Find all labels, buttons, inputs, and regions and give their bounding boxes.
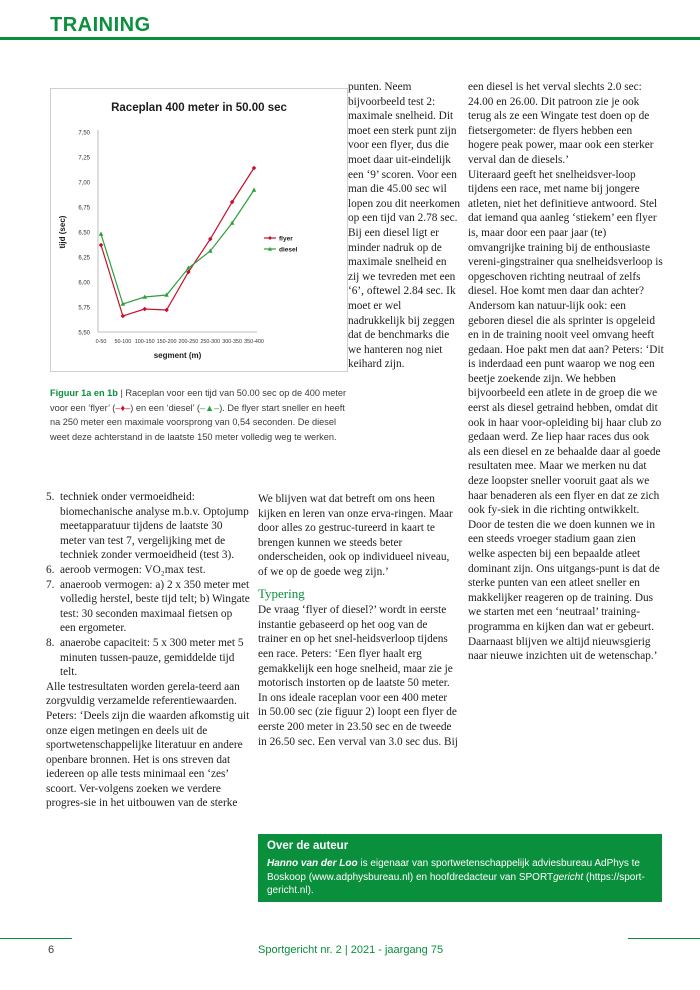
y-tick-label: 5,50 bbox=[78, 330, 90, 337]
test-list bbox=[46, 490, 250, 680]
data-point-diesel bbox=[252, 188, 257, 192]
footer-publication: Sportgericht nr. 2 | 2021 - jaargang 75 bbox=[258, 944, 444, 956]
x-tick-label: 0-50 bbox=[95, 339, 107, 345]
caption-text-3: ). De flyer start sneller en heeft na 250 meter een maximale voorsprong van 0,54 seconden. De diesel weet deze achterstand in de laatste 150 meter volledig weg te werken. bbox=[50, 402, 345, 442]
list-text: anaerobe capaciteit: 5 x 300 meter met 5 minuten tussen-pauze, gemiddelde tijd telt. bbox=[60, 636, 244, 679]
y-tick-label: 7,00 bbox=[78, 180, 90, 187]
list-text: techniek onder vermoeidheid: biomechanische analyse m.b.v. Optojump meetapparatuur tijdens de laatste 30 meter van test 7, vergelijking met de techniek zonder vermoeidheid (test 3). bbox=[60, 491, 249, 562]
list-number: 5. bbox=[46, 491, 55, 503]
list-number: 6. bbox=[46, 563, 55, 576]
x-tick-label: 250-300 bbox=[200, 339, 221, 345]
x-tick-label: 200-250 bbox=[178, 339, 199, 345]
author-text-2: (https://sport-gericht.nl). bbox=[267, 871, 645, 897]
paragraph: We blijven wat dat betreft om ons heen kijken en leren van onze erva-ringen. Maar door alles zo gestruc-tureerd in kaart te brengen kunnen we steeds beter onderscheiden, ook op individueel niveau, of we op de goede weg zijn.’ bbox=[258, 493, 453, 578]
author-box-text bbox=[267, 857, 657, 898]
caption-text-2: ) en een ‘diesel’ ( bbox=[130, 402, 200, 413]
caption-figure-label: Figuur 1a en 1b bbox=[50, 388, 118, 398]
y-axis-label: tijd (sec) bbox=[58, 215, 67, 249]
footer-rule-left bbox=[0, 938, 72, 939]
figure-caption bbox=[50, 386, 350, 444]
paragraph: Alle testresultaten worden gerela-teerd aan zorgvuldig verzamelde referentiewaarden. Peters: ‘Deels zijn die waarden afkomstig uit onze eigen metingen en deels uit de sportwetenschappelijke literatuur en andere openbare bronnen. Het is ons streven dat iedereen op alle tests minimaal een ‘zes’ scoort. Ver-volgens zoeken we verdere progres-sie in het uitbouwen van de sterke bbox=[46, 680, 250, 810]
caption-flyer-symbol: –♦– bbox=[115, 402, 131, 413]
x-tick-label: 350-400 bbox=[244, 339, 264, 345]
x-tick-label: 150-200 bbox=[156, 339, 177, 345]
author-box bbox=[258, 834, 662, 902]
x-tick-label: 100-150 bbox=[134, 339, 155, 345]
header-rule bbox=[0, 37, 700, 40]
list-item bbox=[46, 636, 250, 680]
series-line-flyer bbox=[101, 168, 254, 316]
caption-diesel-symbol: –▲– bbox=[199, 402, 220, 413]
y-tick-label: 7,50 bbox=[78, 130, 90, 137]
author-name: Hanno van der Loo bbox=[267, 858, 358, 869]
x-tick-label: 50-100 bbox=[114, 339, 132, 345]
column-b-top bbox=[348, 80, 460, 372]
y-tick-label: 6,25 bbox=[78, 255, 90, 262]
chart-title: Raceplan 400 meter in 50.00 sec bbox=[111, 102, 287, 114]
author-text-italic: gericht bbox=[553, 871, 584, 883]
legend-label: diesel bbox=[279, 246, 298, 254]
legend-label: flyer bbox=[279, 235, 293, 243]
paragraph: De vraag ‘flyer of diesel?’ wordt in eerste instantie gebaseerd op het oog van de trainer en op het snel-heidsverloop tijdens een race. Peters: ‘Een flyer haalt erg gemakkelijk een hoge snelheid, maar zie je motorisch instorten op de laatste 50 meter. bbox=[258, 604, 453, 690]
paragraph: Uiteraard geeft het snelheidsver-loop tijdens een race, met name bij jongere atleten, niet het definitieve antwoord. Stel dat iemand qua aanleg ‘stiekem’ een flyer is, maar door een paar jaar (te) omvangrijke training bij de enthousiaste vereni-gingstrainer qua snelheidsverloop is opgeschoven richting neutraal of zelfs diesel. Hoe komt men daar dan achter? Andersom kan natuur-lijk ook: een geboren diesel die als sprinter is opgeleid en in de training nooit veel omvang heeft gedaan. Hoe pakt men dat aan? Peters: ‘Dit is inderdaad een punt waarop we nog een beetje zoekende zijn. We hebben bijvoorbeeld een atlete in de groep die we eerst als diesel getraind hebben, omdat dit ook in haar voor-opleiding bij haar club zo gedaan werd. Ze liep haar races dus ook als een diesel en ze behaalde daar al goede resultaten mee. Maar we merken nu dat deze loopster sneller vooruit gaat als we haar benaderen als een flyer en dat ze zich ook fy-siek in die richting ontwikkelt. Door de testen die we doen kunnen we in een steeds vroeger stadium gaan zien welke aspecten bij een bepaalde atleet dominant zijn. Ons uitgangs-punt is dat de sterke punten van een atleet sneller en makkelijker reageren op de training. Dus we starten met een ‘neutraal’ training-programma en kijken dan wat er gebeurt. Daarnaast blijven we altijd nieuwsgierig naar nieuwe inzichten uit de wetenschap.’ bbox=[468, 168, 664, 663]
header-bar bbox=[0, 0, 700, 38]
list-text: aeroob vermogen: VO₂max test. bbox=[60, 563, 206, 576]
paragraph: punten. Neem bijvoorbeeld test 2: maximale snelheid. Dit moet een sterk punt zijn voor een flyer, dus die moet daar uit-eindelijk een ‘9’ scoren. Voor een man die 45.00 sec wil lopen zou dit neerkomen op een tijd van 2.78 sec. Bij een diesel ligt er minder nadruk op de maximale snelheid en zij we tevreden met een ‘6’, oftewel 2.84 sec. Ik moet er wel nadrukkelijk bij zeggen dat de benchmarks die we hanteren nog niet keihard zijn. bbox=[348, 81, 460, 371]
y-tick-label: 5,75 bbox=[78, 305, 90, 312]
list-item bbox=[46, 490, 250, 563]
line-chart bbox=[51, 89, 347, 371]
paragraph: In ons ideale raceplan voor een 400 meter in 50.00 sec (zie figuur 2) loopt een flyer de eerste 200 meter in 23.50 sec en de tweede in 26.50 sec. Een verval van 3.0 sec dus. Bij bbox=[258, 691, 458, 748]
column-b bbox=[258, 492, 458, 749]
data-point-flyer bbox=[121, 314, 126, 319]
paragraph: een diesel is het verval slechts 2.0 sec: 24.00 en 26.00. Dit patroon zie je ook terug als ze een Wingate test doen op de fietsergometer: de flyers hebben een hogere peak power, maar ook een sterker verval dan de diesels.’ bbox=[468, 81, 654, 166]
data-point-flyer bbox=[99, 243, 104, 248]
section-title: TRAINING bbox=[50, 14, 151, 36]
author-text-1: is eigenaar van sportwetenschappelijk adviesbureau AdPhys te Boskoop (www.adphysbureau.nl) en hoofdredacteur van SPORT bbox=[267, 858, 640, 883]
list-number: 8. bbox=[46, 636, 55, 649]
column-c bbox=[468, 80, 664, 664]
list-item bbox=[46, 563, 250, 578]
footer-rule-right bbox=[628, 938, 700, 939]
y-tick-label: 6,00 bbox=[78, 280, 90, 287]
data-point-diesel bbox=[99, 232, 104, 236]
x-tick-label: 300-350 bbox=[222, 339, 243, 345]
y-tick-label: 6,75 bbox=[78, 205, 90, 212]
author-box-title: Over de auteur bbox=[267, 840, 349, 852]
page-number: 6 bbox=[48, 944, 55, 956]
y-tick-label: 6,50 bbox=[78, 230, 90, 237]
column-a bbox=[46, 490, 250, 811]
list-item bbox=[46, 578, 250, 636]
x-axis-label: segment (m) bbox=[153, 351, 202, 360]
y-tick-label: 7,25 bbox=[78, 155, 90, 162]
section-heading: Typering bbox=[258, 585, 305, 601]
chart-panel bbox=[50, 88, 348, 372]
caption-text-1: | Raceplan voor een tijd van 50.00 sec op de 400 meter voor een ‘flyer’ ( bbox=[50, 388, 347, 413]
legend-marker-flyer bbox=[268, 236, 272, 240]
series-line-diesel bbox=[101, 190, 254, 304]
data-point-flyer bbox=[142, 307, 147, 312]
list-number: 7. bbox=[46, 578, 55, 591]
list-text: anaeroob vermogen: a) 2 x 350 meter met volledig herstel, beste tijd telt; b) Wingate test: 30 seconden maximaal fietsen op een ergometer. bbox=[60, 578, 250, 635]
